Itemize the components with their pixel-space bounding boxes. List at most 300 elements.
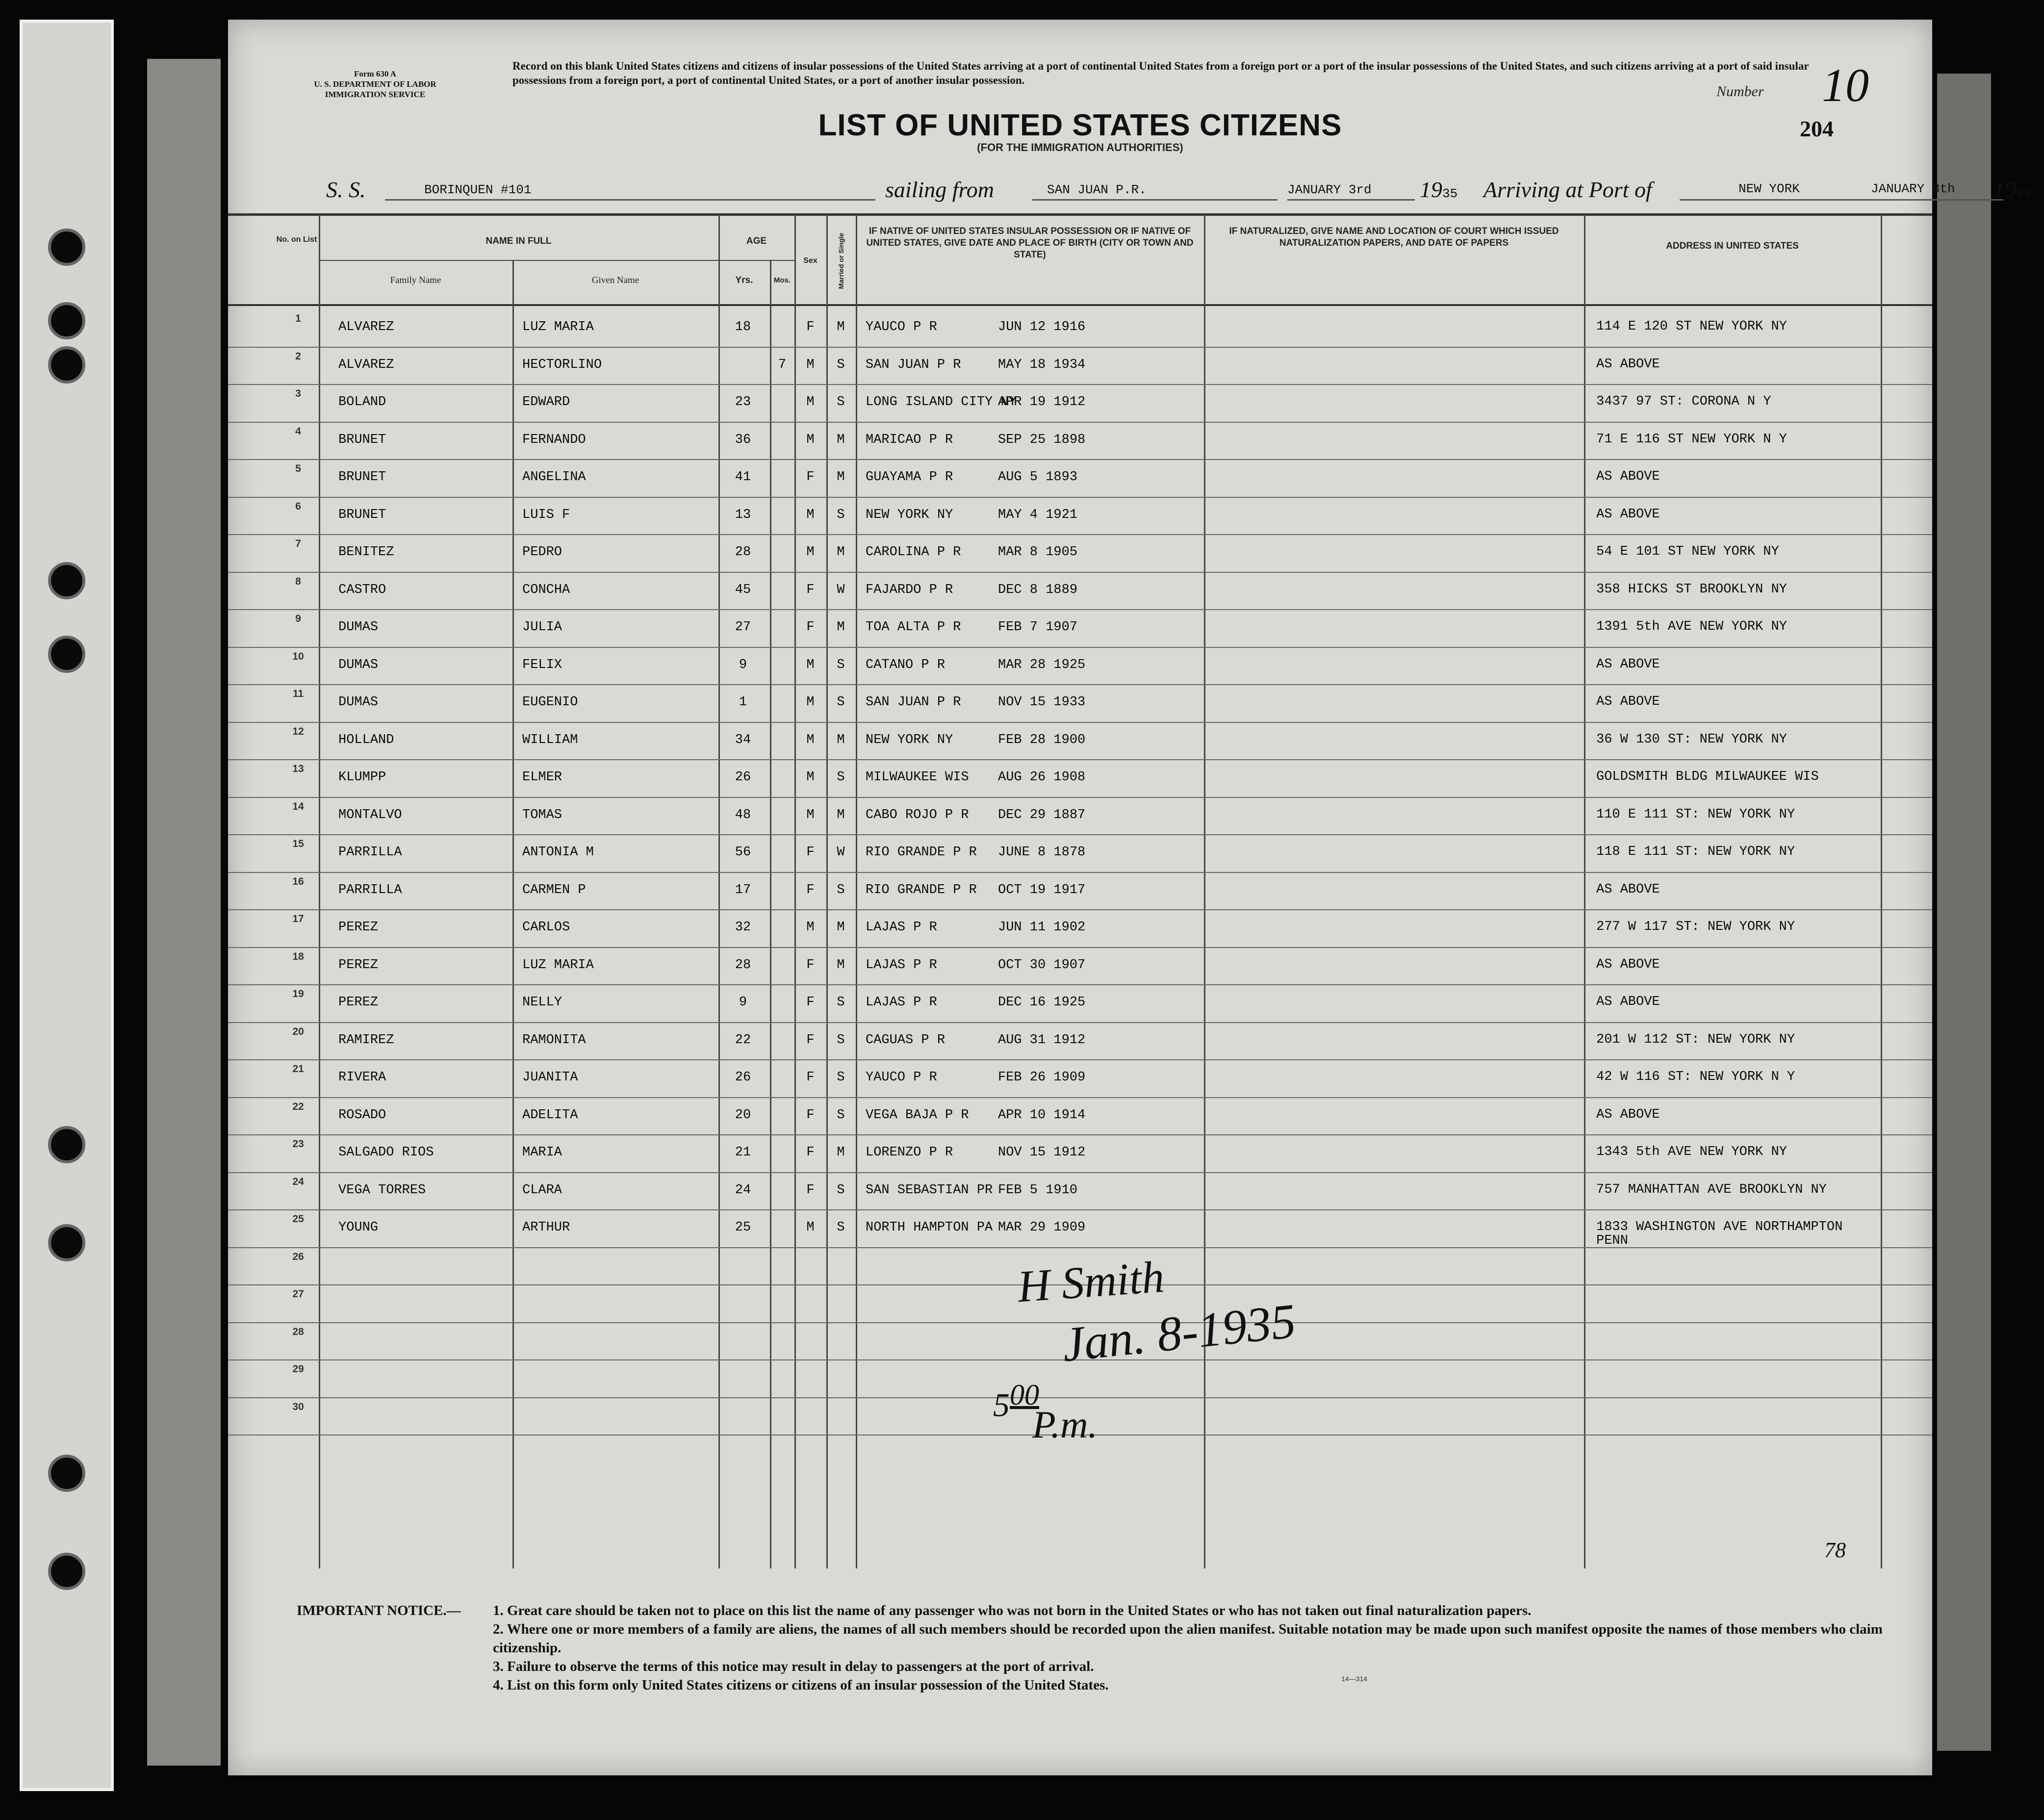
birth-date: NOV 15 1912 <box>998 1145 1086 1160</box>
birth-place: LAJAS P R <box>866 957 937 973</box>
marital-status: S <box>837 1220 845 1235</box>
marital-status: M <box>837 807 845 822</box>
marital-status: S <box>837 1182 845 1198</box>
age-years: 24 <box>735 1182 751 1198</box>
given-name: ANTONIA M <box>522 845 594 860</box>
family-name: PARRILLA <box>338 845 402 860</box>
header-birth: IF NATIVE OF UNITED STATES INSULAR POSSESSION OR IF NATIVE OF UNITED STATES, GIVE DATE AND PLACE OF BIRTH (CITY OR TOWN AND STATE) <box>866 226 1194 260</box>
birth-date: OCT 30 1907 <box>998 957 1086 973</box>
footer-code: 14—314 <box>1341 1675 1367 1683</box>
birth-place: GUAYAMA P R <box>866 470 953 485</box>
page-stack-edge <box>147 59 221 1766</box>
address: 42 W 116 ST: NEW YORK N Y <box>1596 1070 1795 1084</box>
table-row <box>228 1209 1932 1247</box>
sex: F <box>806 995 815 1010</box>
time-minutes: 00 <box>1010 1379 1039 1411</box>
record-instructions: Record on this blank United States citizens and citizens of insular possessions of the United States arriving at a port of continental United States from a foreign port or a port of the insular possessions of the United States, and such citizens arriving at a port of said insular possessions from a foreign port, a port of continental United States, or a port of another insular possession. <box>512 60 1809 86</box>
sex: F <box>806 882 815 897</box>
table-row <box>228 909 1932 947</box>
birth-date: MAR 8 1905 <box>998 545 1078 560</box>
sail-year <box>1420 177 1457 203</box>
family-name: BOLAND <box>338 395 386 410</box>
sex: M <box>806 657 815 672</box>
year-prefix: 19 <box>1993 177 2016 202</box>
age-years: 28 <box>735 957 751 973</box>
birth-place: NORTH HAMPTON PA <box>866 1220 993 1235</box>
age-years: 25 <box>735 1220 751 1235</box>
birth-place: CAGUAS P R <box>866 1032 945 1048</box>
birth-place: CATANO P R <box>866 657 945 672</box>
table-row <box>228 572 1932 610</box>
given-name: HECTORLINO <box>522 357 602 372</box>
birth-date: DEC 8 1889 <box>998 582 1078 597</box>
family-name: BRUNET <box>338 432 386 447</box>
notice-item: 1. Great care should be taken not to place on this list the name of any passenger who was not born in the United States or who has not taken out final naturalization papers. <box>493 1603 1532 1618</box>
address: GOLDSMITH BLDG MILWAUKEE WIS <box>1596 769 1819 784</box>
row-number: 5 <box>295 463 301 474</box>
family-name: PEREZ <box>338 957 379 973</box>
marital-status: S <box>837 1107 845 1123</box>
marital-status: M <box>837 320 845 334</box>
row-number: 15 <box>292 838 304 849</box>
given-name: EUGENIO <box>522 695 578 710</box>
address: 54 E 101 ST NEW YORK NY <box>1596 544 1779 559</box>
header-name-in-full: NAME IN FULL <box>485 236 552 246</box>
address: 757 MANHATTAN AVE BROOKLYN NY <box>1596 1182 1827 1197</box>
birth-place: YAUCO P R <box>866 1070 937 1085</box>
birth-place: LONG ISLAND CITY NY <box>866 395 1017 410</box>
given-name: TOMAS <box>522 807 562 822</box>
given-name: CONCHA <box>522 582 570 597</box>
family-name: VEGA TORRES <box>338 1182 426 1198</box>
given-name: CARMEN P <box>522 882 586 897</box>
given-name: LUIS F <box>522 507 570 522</box>
address: 201 W 112 ST: NEW YORK NY <box>1596 1032 1795 1047</box>
sex: F <box>806 1070 815 1085</box>
marital-status: W <box>837 845 845 860</box>
page-title: LIST OF UNITED STATES CITIZENS <box>818 108 1342 142</box>
family-name: ROSADO <box>338 1107 386 1123</box>
table-row <box>228 1059 1932 1097</box>
sex: F <box>806 1107 815 1123</box>
table-row <box>228 1172 1932 1210</box>
sex: M <box>806 920 815 935</box>
family-name: SALGADO RIOS <box>338 1145 434 1160</box>
marital-status: M <box>837 732 845 747</box>
address: 277 W 117 ST: NEW YORK NY <box>1596 920 1795 934</box>
sex: F <box>806 470 815 485</box>
address: 114 E 120 ST NEW YORK NY <box>1596 319 1787 334</box>
ship-name: BORINQUEN #101 <box>424 182 532 197</box>
age-years: 32 <box>735 920 751 935</box>
given-name: CARLOS <box>522 920 570 935</box>
notice-lead: IMPORTANT NOTICE.— <box>297 1603 461 1618</box>
age-years: 41 <box>735 470 751 485</box>
birth-place: NEW YORK NY <box>866 732 953 747</box>
header-given-name: Given Name <box>591 275 639 285</box>
manifest-sheet <box>228 20 2032 1775</box>
birth-date: FEB 28 1900 <box>998 732 1086 747</box>
family-name: RIVERA <box>338 1070 386 1085</box>
header-no-on-list: No. on List <box>276 235 317 244</box>
punch-hole <box>48 1553 85 1590</box>
sex: F <box>806 957 815 973</box>
birth-place: FAJARDO P R <box>866 582 953 597</box>
given-name: WILLIAM <box>522 732 578 747</box>
notice-item: 2. Where one or more members of a family are aliens, the names of all such members should be recorded upon the alien manifest. Suitable notation may be made upon such manifest opposite the names of those members who claim citizenship. <box>493 1621 1883 1656</box>
binder-strip <box>20 20 114 1791</box>
signature: H Smith <box>1016 1251 1166 1312</box>
given-name: ARTHUR <box>522 1220 570 1235</box>
birth-date: DEC 29 1887 <box>998 807 1086 822</box>
marital-status: S <box>837 657 845 672</box>
header-family-name: Family Name <box>390 275 441 285</box>
sail-date: JANUARY 3rd <box>1287 182 1372 197</box>
age-years: 26 <box>735 770 751 785</box>
sailing-label: sailing from <box>885 177 994 202</box>
age-years: 17 <box>735 882 751 897</box>
family-name: DUMAS <box>338 695 379 710</box>
notice-item: 3. Failure to observe the terms of this notice may result in delay to passengers at the port of arrival. <box>493 1659 1094 1674</box>
arrival-year <box>1993 177 2031 203</box>
address: 71 E 116 ST NEW YORK N Y <box>1596 432 1787 447</box>
table-row <box>228 459 1932 497</box>
birth-date: FEB 5 1910 <box>998 1182 1078 1198</box>
sex: F <box>806 1182 815 1198</box>
marital-status: M <box>837 620 845 635</box>
sex: F <box>806 845 815 860</box>
row-number: 11 <box>292 688 304 699</box>
table-row <box>228 834 1932 872</box>
birth-date: DEC 16 1925 <box>998 995 1086 1010</box>
table-row <box>228 309 1932 347</box>
table-row <box>228 347 1932 385</box>
row-number: 24 <box>292 1176 304 1187</box>
punch-hole <box>48 302 85 339</box>
given-name: ANGELINA <box>522 470 586 485</box>
row-number: 3 <box>295 388 301 399</box>
sex: M <box>806 1220 815 1235</box>
age-years: 27 <box>735 620 751 635</box>
marital-status: M <box>837 957 845 973</box>
punch-hole <box>48 636 85 673</box>
sex: F <box>806 582 815 597</box>
birth-place: LORENZO P R <box>866 1145 953 1160</box>
sex: M <box>806 807 815 822</box>
arrival-year-suffix: 35 <box>2016 186 2032 201</box>
birth-place: SAN JUAN P R <box>866 695 961 710</box>
age-years: 21 <box>735 1145 751 1160</box>
arriving-label: Arriving at Port of <box>1483 177 1652 202</box>
table-row <box>228 947 1932 985</box>
row-number: 29 <box>292 1363 304 1375</box>
address: AS ABOVE <box>1596 995 1660 1009</box>
table-row <box>228 759 1932 797</box>
sex: F <box>806 620 815 635</box>
address: AS ABOVE <box>1596 1107 1660 1122</box>
marital-status: M <box>837 545 845 560</box>
service-name: IMMIGRATION SERVICE <box>325 90 426 99</box>
page-subtitle: (FOR THE IMMIGRATION AUTHORITIES) <box>977 141 1183 154</box>
birth-date: MAR 29 1909 <box>998 1220 1086 1235</box>
family-name: HOLLAND <box>338 732 394 747</box>
marital-status: S <box>837 1032 845 1048</box>
row-number: 22 <box>292 1101 304 1112</box>
marital-status: S <box>837 357 845 372</box>
row-number: 1 <box>295 313 301 324</box>
sail-year-suffix: 35 <box>1442 186 1458 201</box>
birth-date: JUNE 8 1878 <box>998 845 1086 860</box>
age-years: 1 <box>739 695 747 710</box>
from-port-field <box>1032 179 1278 201</box>
birth-date: MAR 28 1925 <box>998 657 1086 672</box>
row-number: 6 <box>295 500 301 512</box>
row-number: 27 <box>292 1288 304 1300</box>
sex: M <box>806 507 815 522</box>
marital-status: S <box>837 1070 845 1085</box>
row-number: 17 <box>292 913 304 924</box>
given-name: LUZ MARIA <box>522 957 594 973</box>
header-naturalized: IF NATURALIZED, GIVE NAME AND LOCATION OF COURT WHICH ISSUED NATURALIZATION PAPERS, AND DATE OF PAPERS <box>1229 226 1559 248</box>
family-name: MONTALVO <box>338 807 402 822</box>
punch-hole <box>48 1126 85 1163</box>
from-port: SAN JUAN P.R. <box>1047 182 1147 197</box>
given-name: CLARA <box>522 1182 562 1198</box>
marital-status: W <box>837 582 845 597</box>
address: AS ABOVE <box>1596 957 1660 972</box>
time-suffix: P.m. <box>1032 1403 1098 1446</box>
corner-number: 78 <box>1824 1538 1846 1562</box>
ship-field <box>385 179 875 201</box>
birth-date: NOV 15 1933 <box>998 695 1086 710</box>
table-row <box>228 984 1932 1022</box>
address: 1833 WASHINGTON AVE NORTHAMPTON PENN <box>1596 1220 1843 1248</box>
header-yrs: Yrs. <box>735 275 753 285</box>
row-number: 30 <box>292 1401 304 1412</box>
birth-place: VEGA BAJA P R <box>866 1107 969 1123</box>
marital-status: M <box>837 470 845 485</box>
birth-date: JUN 12 1916 <box>998 320 1086 334</box>
family-name: BENITEZ <box>338 545 394 560</box>
name-subheader-rule <box>319 260 718 261</box>
table-row <box>228 497 1932 535</box>
table-row <box>228 1134 1932 1172</box>
header-bottom-rule <box>228 304 1932 306</box>
page-stack-edge <box>1937 74 1991 1751</box>
row-number: 4 <box>295 425 301 437</box>
family-name: ALVAREZ <box>338 357 394 372</box>
age-years: 9 <box>739 657 747 672</box>
page-number: 204 <box>1800 116 1834 141</box>
sex: M <box>806 545 815 560</box>
sex: M <box>806 432 815 447</box>
marital-status: S <box>837 507 845 522</box>
address: 118 E 111 ST: NEW YORK NY <box>1596 845 1795 859</box>
table-row <box>228 684 1932 722</box>
header-married-single: Married or Single <box>837 232 845 289</box>
age-years: 18 <box>735 320 751 334</box>
given-name: EDWARD <box>522 395 570 410</box>
table-row <box>228 384 1932 422</box>
row-number: 8 <box>295 575 301 587</box>
birth-date: MAY 18 1934 <box>998 357 1086 372</box>
given-name: LUZ MARIA <box>522 320 594 334</box>
age-years: 20 <box>735 1107 751 1123</box>
marital-status: M <box>837 1145 845 1160</box>
row-number: 19 <box>292 988 304 1000</box>
address: AS ABOVE <box>1596 469 1660 484</box>
row-number: 25 <box>292 1213 304 1225</box>
age-years: 56 <box>735 845 751 860</box>
row-number: 9 <box>295 613 301 624</box>
arrival-field <box>1680 179 2003 201</box>
family-name: BRUNET <box>338 470 386 485</box>
arrival-date: JANUARY 8th <box>1871 181 1955 196</box>
table-row <box>228 1097 1932 1135</box>
birth-place: CABO ROJO P R <box>866 807 969 822</box>
address: 110 E 111 ST: NEW YORK NY <box>1596 807 1795 822</box>
family-name: YOUNG <box>338 1220 379 1235</box>
marital-status: M <box>837 432 845 447</box>
age-years: 23 <box>735 395 751 410</box>
birth-place: MILWAUKEE WIS <box>866 770 969 785</box>
given-name: PEDRO <box>522 545 562 560</box>
row-number: 23 <box>292 1138 304 1150</box>
age-months: 7 <box>778 357 787 372</box>
birth-place: TOA ALTA P R <box>866 620 961 635</box>
punch-hole <box>48 1224 85 1261</box>
table-row <box>228 722 1932 760</box>
marital-status: M <box>837 920 845 935</box>
punch-hole <box>48 1455 85 1492</box>
given-name: FERNANDO <box>522 432 586 447</box>
table-row <box>228 1022 1932 1060</box>
family-name: PARRILLA <box>338 882 402 897</box>
family-name: PEREZ <box>338 995 379 1010</box>
age-subheader-rule <box>718 260 794 261</box>
birth-place: SAN SEBASTIAN PR <box>866 1182 993 1198</box>
given-name: ELMER <box>522 770 562 785</box>
sex: F <box>806 320 815 334</box>
header-sex: Sex <box>803 256 818 265</box>
row-number: 21 <box>292 1063 304 1075</box>
family-name: CASTRO <box>338 582 386 597</box>
sex: F <box>806 1145 815 1160</box>
sex: M <box>806 357 815 372</box>
form-number: Form 630 A <box>354 69 396 78</box>
address: AS ABOVE <box>1596 357 1660 372</box>
age-years: 26 <box>735 1070 751 1085</box>
address: 1391 5th AVE NEW YORK NY <box>1596 619 1787 634</box>
year-prefix: 19 <box>1420 177 1442 202</box>
birth-place: NEW YORK NY <box>866 507 953 522</box>
birth-place: YAUCO P R <box>866 320 937 334</box>
sex: F <box>806 1032 815 1048</box>
age-years: 13 <box>735 507 751 522</box>
age-years: 28 <box>735 545 751 560</box>
given-name: RAMONITA <box>522 1032 586 1048</box>
address: 3437 97 ST: CORONA N Y <box>1596 394 1771 409</box>
birth-date: SEP 25 1898 <box>998 432 1086 447</box>
row-number: 12 <box>292 725 304 737</box>
age-years: 22 <box>735 1032 751 1048</box>
age-years: 45 <box>735 582 751 597</box>
birth-place: RIO GRANDE P R <box>866 845 977 860</box>
table-top-rule <box>228 213 1932 216</box>
birth-place: CAROLINA P R <box>866 545 961 560</box>
punch-hole <box>48 229 85 266</box>
family-name: BRUNET <box>338 507 386 522</box>
handwritten-date: Jan. 8-1935 <box>1059 1293 1299 1372</box>
header-address: ADDRESS IN UNITED STATES <box>1666 241 1799 251</box>
address: AS ABOVE <box>1596 694 1660 709</box>
given-name: FELIX <box>522 657 562 672</box>
punch-hole <box>48 562 85 599</box>
marital-status: S <box>837 395 845 410</box>
marital-status: S <box>837 770 845 785</box>
family-name: ALVAREZ <box>338 320 394 334</box>
sex: M <box>806 732 815 747</box>
birth-date: JUN 11 1902 <box>998 920 1086 935</box>
row-number: 2 <box>295 350 301 362</box>
family-name: KLUMPP <box>338 770 386 785</box>
row-number: 16 <box>292 875 304 887</box>
time-hour: 5 <box>993 1386 1010 1424</box>
birth-place: SAN JUAN P R <box>866 357 961 372</box>
row-number: 26 <box>292 1251 304 1262</box>
age-years: 9 <box>739 995 747 1010</box>
birth-date: OCT 19 1917 <box>998 882 1086 897</box>
row-number: 13 <box>292 763 304 774</box>
table-row <box>228 797 1932 835</box>
table-row <box>228 534 1932 572</box>
birth-place: LAJAS P R <box>866 920 937 935</box>
header-age: AGE <box>746 236 767 246</box>
birth-date: FEB 26 1909 <box>998 1070 1086 1085</box>
age-years: 34 <box>735 732 751 747</box>
birth-place: LAJAS P R <box>866 995 937 1010</box>
table-row <box>228 647 1932 685</box>
age-years: 48 <box>735 807 751 822</box>
given-name: MARIA <box>522 1145 562 1160</box>
sail-date-field <box>1287 179 1415 201</box>
row-number: 10 <box>292 650 304 662</box>
punch-hole <box>48 346 85 384</box>
age-years: 36 <box>735 432 751 447</box>
birth-date: AUG 5 1893 <box>998 470 1078 485</box>
given-name: JULIA <box>522 620 562 635</box>
birth-date: MAY 4 1921 <box>998 507 1078 522</box>
marital-status: S <box>837 695 845 710</box>
table-row <box>228 609 1932 647</box>
birth-date: APR 10 1914 <box>998 1107 1086 1123</box>
row-number: 7 <box>295 538 301 549</box>
given-name: NELLY <box>522 995 562 1010</box>
address: 36 W 130 ST: NEW YORK NY <box>1596 732 1787 747</box>
family-name: PEREZ <box>338 920 379 935</box>
row-number: 14 <box>292 800 304 812</box>
birth-place: MARICAO P R <box>866 432 953 447</box>
address: AS ABOVE <box>1596 882 1660 897</box>
table-row <box>228 422 1932 460</box>
birth-date: AUG 26 1908 <box>998 770 1086 785</box>
birth-date: AUG 31 1912 <box>998 1032 1086 1048</box>
birth-date: FEB 7 1907 <box>998 620 1078 635</box>
row-number: 28 <box>292 1326 304 1337</box>
row-number: 18 <box>292 950 304 962</box>
notice-items <box>493 1601 1895 1694</box>
family-name: DUMAS <box>338 657 379 672</box>
